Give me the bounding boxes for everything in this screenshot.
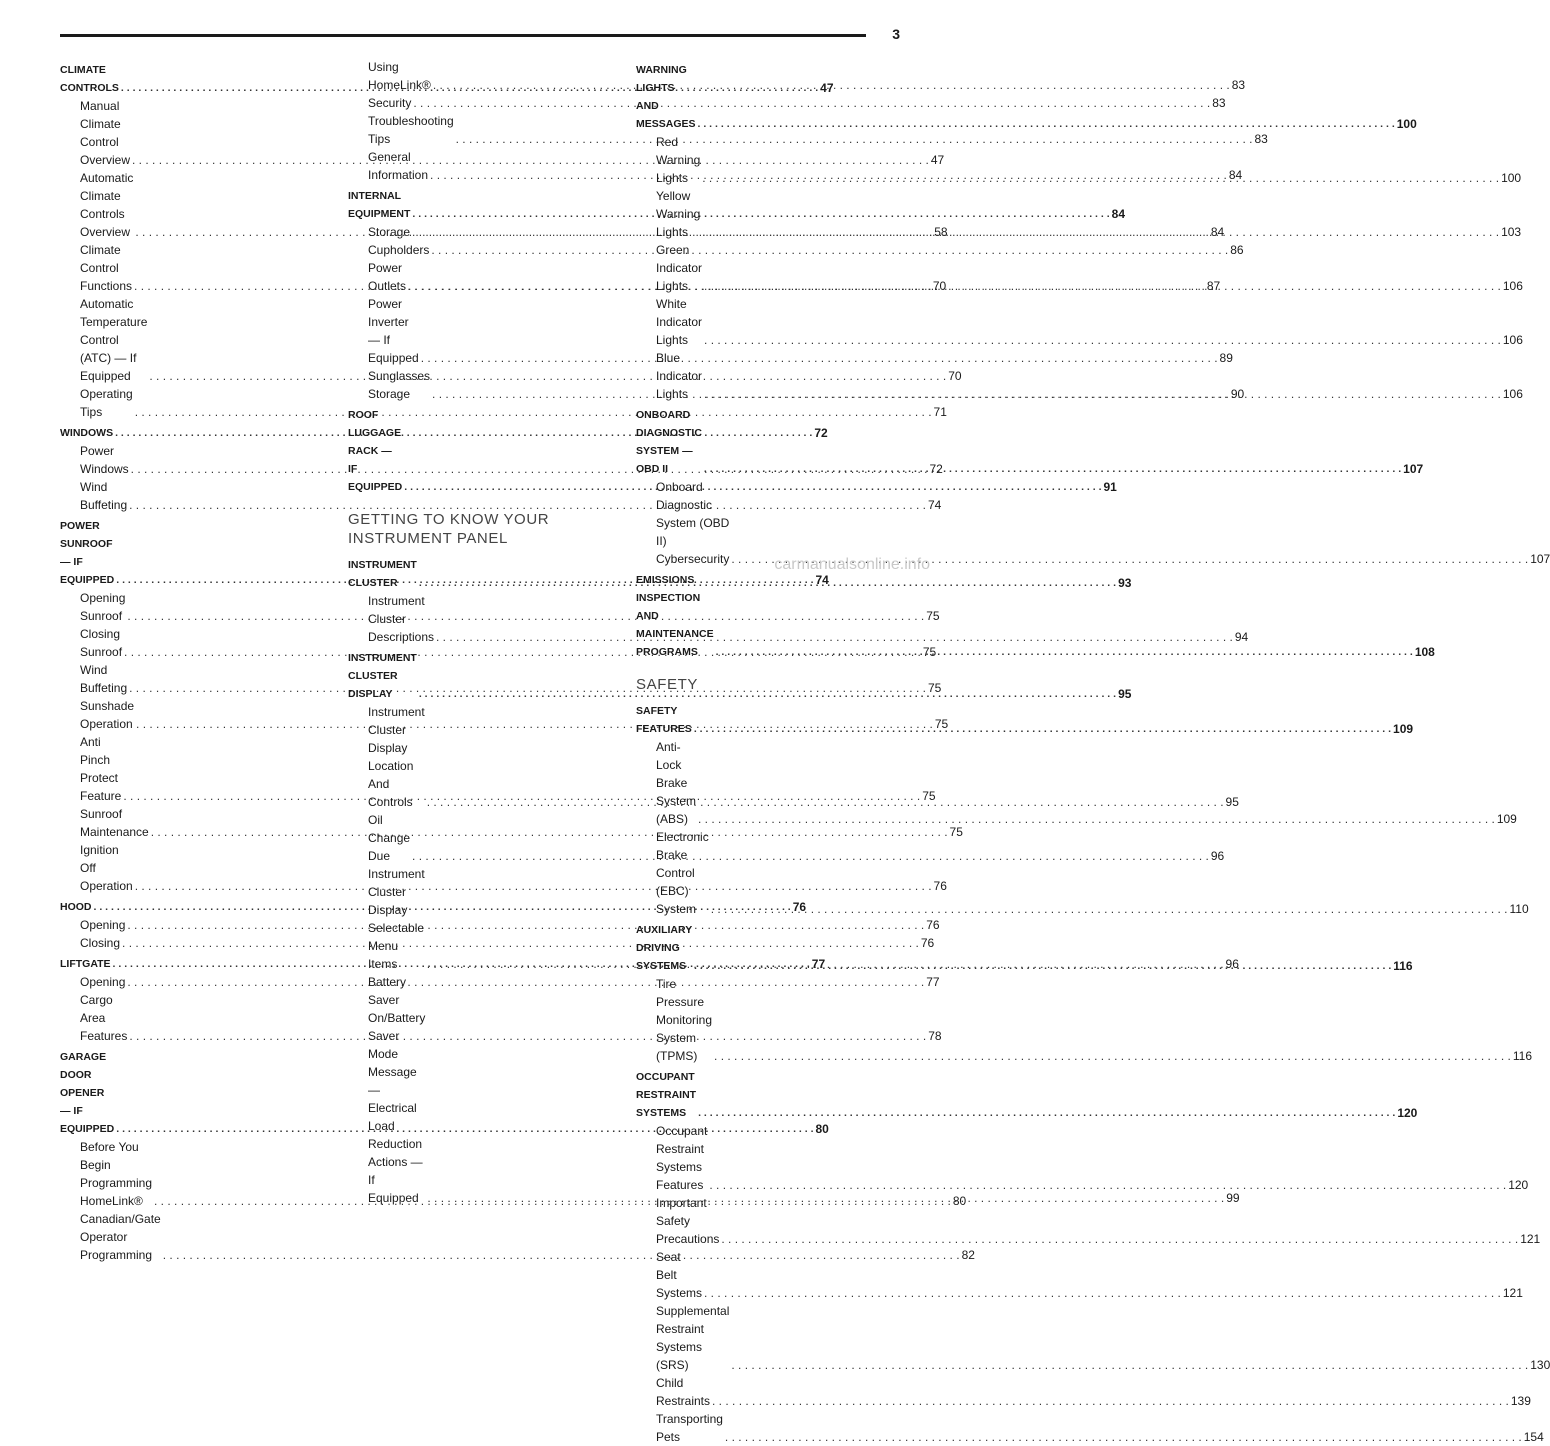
toc-subsection-entry[interactable]: [60, 973, 940, 991]
toc-subsection-entry[interactable]: [636, 1374, 1531, 1410]
toc-entry-title: OCCUPANT RESTRAINT SYSTEMS: [636, 1071, 700, 1119]
toc-entry-title: Oil Change Due: [368, 813, 414, 863]
toc-page-number: 76: [926, 918, 940, 932]
toc-entry-title: EMISSIONS INSPECTION AND MAINTENANCE PROGRAMS: [636, 574, 714, 658]
toc-entry-title: INSTRUMENT CLUSTER: [348, 559, 420, 589]
dot-leader: [714, 1047, 1511, 1065]
toc-page-number: 96: [1225, 957, 1239, 971]
toc-entry-title: Red Warning Lights: [656, 135, 704, 185]
toc-page-number: 93: [1118, 576, 1132, 590]
toc-page-number: 139: [1510, 1394, 1531, 1408]
toc-page-number: 106: [1502, 279, 1523, 293]
toc-page-number: 95: [1118, 687, 1132, 701]
toc-entry-title: Yellow Warning Lights: [656, 189, 704, 239]
toc-subsection-entry[interactable]: [60, 916, 940, 934]
dot-leader: [704, 331, 1501, 349]
toc-entry-title: Transporting Pets: [656, 1412, 727, 1444]
toc-entry-title: Power Outlets: [368, 261, 407, 293]
toc-entry-title: Wind Buffeting: [80, 663, 128, 695]
toc-entry-title: Canadian/Gate Operator Programming: [80, 1212, 165, 1262]
dot-leader: [704, 460, 1401, 478]
toc-page-number: 70: [932, 279, 947, 293]
toc-entry-title: Troubleshooting Tips: [368, 114, 457, 146]
toc-page-number: 90: [1230, 387, 1245, 401]
toc-entry-title: Instrument Cluster Descriptions: [368, 594, 435, 644]
toc-page-number: 84: [1228, 168, 1243, 182]
toc-page-number: 74: [815, 573, 829, 587]
toc-page-number: 75: [926, 609, 940, 623]
toc-page-number: 91: [1103, 480, 1117, 494]
toc-entry-title: SAFETY FEATURES: [636, 705, 692, 735]
toc-entry-title: Closing: [80, 936, 121, 950]
toc-entry-title: ONBOARD DIAGNOSTIC SYSTEM — OBD II: [636, 409, 705, 475]
toc-page-number: 89: [1219, 351, 1233, 365]
toc-page-number: 80: [952, 1194, 967, 1208]
toc-page-number: 121: [1520, 1232, 1541, 1246]
toc-page-number: 84: [1111, 207, 1126, 221]
toc-entry-title: Instrument Cluster Display Location And Controls: [368, 705, 425, 809]
toc-entry-title: WINDOWS: [60, 427, 114, 439]
toc-page-number: 70: [948, 369, 962, 383]
toc-page-number: 106: [1502, 387, 1523, 401]
toc-entry-title: Important Safety Precautions: [656, 1196, 720, 1246]
toc-entry-title: Child Restraints: [656, 1376, 711, 1408]
toc-page-number: 58: [934, 225, 948, 239]
toc-entry-title: Closing Sunroof: [80, 627, 124, 659]
toc-page-number: 120: [1397, 1106, 1418, 1120]
toc-entry-title: Power Windows: [80, 444, 129, 476]
toc-entry-title: General Information: [368, 150, 429, 182]
toc-page-number: 77: [811, 957, 826, 971]
dot-leader: [711, 900, 1508, 918]
toc-page-number: 103: [1501, 225, 1522, 239]
toc-page-number: 94: [1234, 630, 1249, 644]
toc-page-number: 84: [1210, 225, 1225, 239]
toc-subsection-entry[interactable]: [636, 295, 1523, 349]
toc-page-number: 116: [1393, 959, 1413, 973]
dot-leader: [731, 1356, 1528, 1374]
toc-page-number: 75: [949, 825, 963, 839]
toc-page-number: 72: [929, 462, 943, 476]
dot-leader: [712, 1392, 1509, 1410]
toc-entry-title: LIFTGATE: [60, 958, 111, 970]
toc-subsection-entry[interactable]: [348, 112, 1268, 148]
toc-page-number: 121: [1502, 1286, 1523, 1300]
toc-entry-title: Sunroof Maintenance: [80, 807, 149, 839]
toc-entry-title: WARNING LIGHTS AND MESSAGES: [636, 64, 696, 130]
toc-page-number: 72: [814, 426, 828, 440]
toc-page-number: 107: [1530, 552, 1550, 566]
dot-leader: [698, 1104, 1395, 1122]
toc-entry-title: Tire Pressure Monitoring System (TPMS): [656, 977, 713, 1063]
toc-page-number: 130: [1530, 1358, 1550, 1372]
toc-page-number: 83: [1254, 132, 1268, 146]
dot-leader: [716, 643, 1413, 661]
toc-entry-title: Electronic Brake Control (EBC) System: [656, 830, 713, 916]
dot-leader: [704, 385, 1501, 403]
toc-page-number: 87: [1206, 279, 1221, 293]
toc-page-number: 106: [1502, 333, 1523, 347]
toc-page-number: 83: [1212, 96, 1226, 110]
toc-subsection-entry[interactable]: [348, 241, 1244, 259]
toc-page-number: 116: [1512, 1049, 1532, 1063]
toc-page-number: 71: [933, 405, 947, 419]
section-heading: [636, 675, 898, 694]
page-number: 3: [892, 26, 900, 42]
dot-leader: [702, 223, 1499, 241]
toc-entry-title: Power Inverter — If Equipped: [368, 297, 419, 365]
toc-subsection-entry[interactable]: [636, 1122, 1529, 1194]
dot-leader: [698, 115, 1395, 133]
toc-page-number: 154: [1523, 1430, 1544, 1444]
toc-page-number: 95: [1225, 795, 1239, 809]
toc-entry-title: GARAGE DOOR OPENER — IF EQUIPPED: [60, 1051, 115, 1135]
toc-entry-title: Blue Indicator Lights: [656, 351, 706, 401]
toc-subsection-entry[interactable]: [60, 625, 937, 661]
toc-entry-title: Cupholders: [368, 243, 430, 257]
toc-entry-title: Automatic Climate Controls Overview: [80, 171, 137, 239]
toc-page-number: 76: [933, 879, 947, 893]
toc-subsection-entry[interactable]: [636, 1302, 1550, 1374]
toc-page-number: 86: [1230, 243, 1244, 257]
toc-page-number: 75: [922, 645, 937, 659]
toc-section-entry[interactable]: [636, 1068, 1418, 1122]
dot-leader: [725, 1428, 1522, 1446]
dot-leader: [702, 169, 1499, 187]
toc-entry-title: POWER SUNROOF — IF EQUIPPED: [60, 520, 116, 586]
dot-leader: [704, 277, 1501, 295]
toc-entry-title: INSTRUMENT CLUSTER DISPLAY: [348, 652, 420, 700]
toc-page-number: 80: [815, 1122, 829, 1136]
toc-entry-title: INTERNAL EQUIPMENT: [348, 190, 411, 220]
toc-entry-title: Anti-Lock Brake System (ABS): [656, 740, 700, 826]
toc-entry-title: Sunshade Operation: [80, 699, 138, 731]
toc-subsection-entry[interactable]: [348, 94, 1226, 112]
toc-entry-title: Before You Begin Programming HomeLink®: [80, 1140, 153, 1208]
toc-entry-title: AUXILIARY DRIVING SYSTEMS: [636, 924, 695, 972]
dot-leader: [694, 720, 1391, 738]
dot-leader: [698, 810, 1495, 828]
toc-page-number: 108: [1414, 645, 1435, 659]
toc-page-number: 76: [792, 900, 807, 914]
toc-entry-title: Onboard Diagnostic System (OBD II) Cybersecurity: [656, 480, 730, 566]
toc-entry-title: Storage: [368, 225, 411, 239]
dot-leader: [694, 957, 1391, 975]
watermark: carmanualsonline.info: [774, 556, 930, 573]
toc-page-number: 110: [1509, 902, 1529, 916]
section-heading-text: GETTING TO KNOW YOUR INSTRUMENT PANEL: [348, 511, 550, 547]
toc-page-number: 107: [1403, 462, 1424, 476]
dot-leader: [709, 1176, 1506, 1194]
toc-entry-title: Green Indicator Lights: [656, 243, 706, 293]
toc-page-number: 100: [1396, 117, 1417, 131]
toc-page-number: 96: [1210, 849, 1225, 863]
toc-entry-title: Seat Belt Systems: [656, 1250, 703, 1300]
toc-entry-title: Opening: [80, 918, 126, 932]
toc-subsection-entry[interactable]: [60, 478, 942, 514]
toc-entry-title: Occupant Restraint Systems Features: [656, 1124, 711, 1192]
toc-page-number: 82: [961, 1248, 975, 1262]
toc-entry-title: Automatic Temperature Control (ATC) — If Equipped: [80, 297, 148, 383]
toc-entry-title: ROOF LUGGAGE RACK — IF EQUIPPED: [348, 409, 405, 493]
toc-page-number: 75: [922, 789, 936, 803]
toc-page-number: 109: [1496, 812, 1517, 826]
toc-page-number: 83: [1231, 78, 1246, 92]
toc-page-number: 77: [926, 975, 940, 989]
toc-page-number: 47: [930, 153, 945, 167]
dot-leader: [704, 1284, 1501, 1302]
toc-subsection-entry[interactable]: [60, 934, 935, 952]
toc-entry-title: HOOD: [60, 901, 92, 913]
toc-entry-title: Supplemental Restraint Systems (SRS): [656, 1304, 730, 1372]
toc-page-number: 75: [927, 681, 942, 695]
toc-entry-title: CLIMATE CONTROLS: [60, 64, 119, 94]
toc-entry-title: Instrument Cluster Display Selectable Menu Items: [368, 867, 425, 971]
toc-page-number: 75: [934, 717, 949, 731]
toc-entry-title: Battery Saver On/Battery Saver Mode Message — Electrical Load Reduction Actions — If Equipped: [368, 975, 426, 1205]
toc-page-number: 74: [927, 498, 942, 512]
toc-subsection-entry[interactable]: [636, 1410, 1544, 1446]
toc-page-number: 120: [1508, 1178, 1529, 1192]
section-heading: [348, 510, 610, 548]
toc-entry-title: Cargo Area Features: [80, 993, 128, 1043]
toc-entry-title: Operating Tips: [80, 387, 136, 419]
toc-page-number: 109: [1393, 722, 1414, 736]
dot-leader: [721, 1230, 1518, 1248]
toc-entry-title: Anti Pinch Protect Feature: [80, 735, 122, 803]
toc-entry-title: White Indicator Lights: [656, 297, 706, 347]
toc-page-number: 99: [1226, 1191, 1240, 1205]
toc-entry-title: Ignition Off Operation: [80, 843, 133, 893]
toc-section-entry[interactable]: [60, 424, 828, 442]
toc-page-number: 100: [1501, 171, 1522, 185]
toc-entry-title: Using HomeLink®: [368, 60, 431, 92]
header-rule: [60, 34, 866, 37]
toc-entry-title: Climate Control Functions: [80, 243, 133, 293]
toc-entry-title: Opening Sunroof: [80, 591, 129, 623]
toc-section-entry[interactable]: [60, 898, 807, 916]
toc-entry-title: Security: [368, 96, 412, 110]
toc-page-number: 78: [928, 1029, 942, 1043]
toc-page-number: 47: [820, 81, 834, 95]
toc-section-entry[interactable]: [60, 955, 826, 973]
toc-page-number: 76: [920, 936, 935, 950]
section-heading-text: SAFETY: [636, 676, 698, 693]
toc-entry-title: Sunglasses Storage: [368, 369, 434, 401]
toc-entry-title: Opening: [80, 975, 126, 989]
toc-entry-title: Wind Buffeting: [80, 480, 128, 512]
toc-entry-title: Manual Climate Control Overview: [80, 99, 131, 167]
